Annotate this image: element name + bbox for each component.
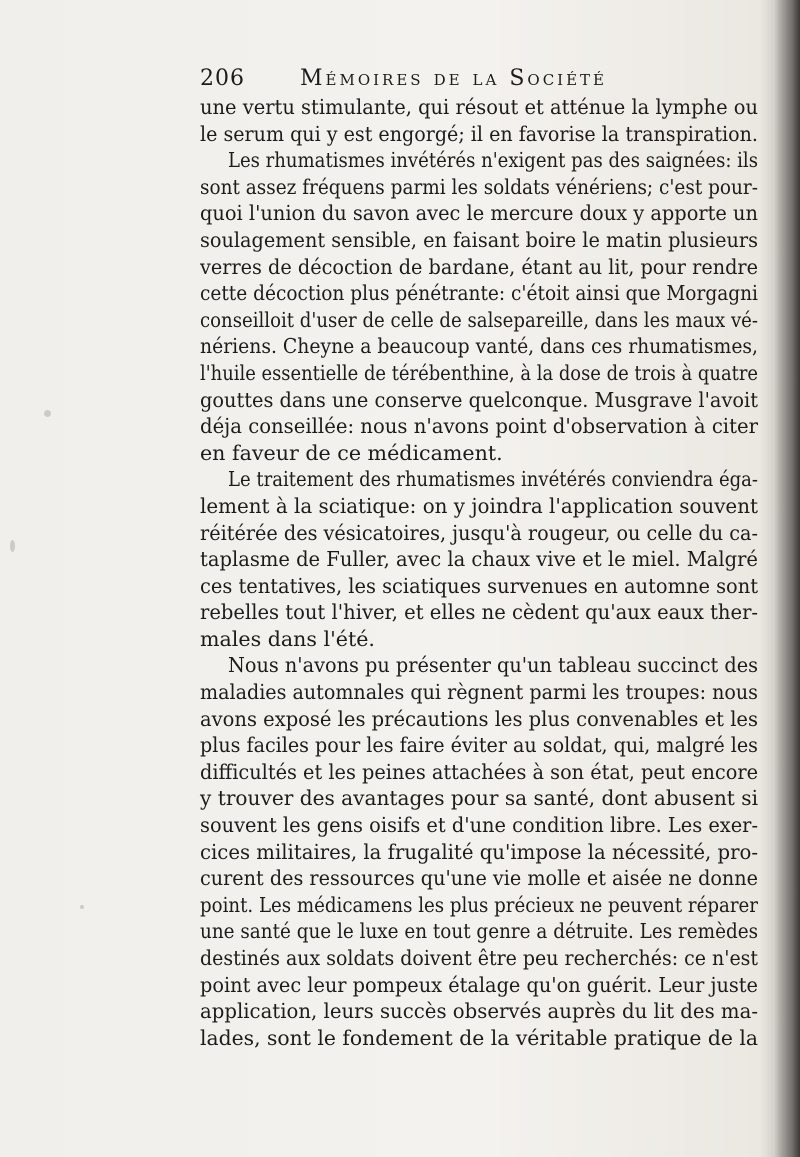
text-line: quoi l'union du savon avec le mercure doux y apporte un — [200, 201, 758, 226]
paper-speck — [44, 410, 51, 417]
text-line: cices militaires, la frugalité qu'impose la nécessité, pro- — [200, 839, 758, 864]
text-line: destinés aux soldats doivent être peu recherchés: ce n'est — [200, 946, 759, 970]
paragraph — [200, 652, 760, 1051]
body-text — [200, 94, 760, 1051]
text-line: déja conseillée: nous n'avons point d'observation à citer — [200, 414, 758, 439]
text-line: gouttes dans une conserve quelconque. Musgrave l'avoit — [200, 387, 759, 412]
text-line: nériens. Cheyne a beaucoup vanté, dans ces rhumatismes, — [200, 334, 759, 359]
text-line: point. Les médicamens les plus précieux ne peuvent réparer — [200, 892, 758, 917]
text-line: verres de décoction de bardane, étant au lit, pour rendre — [200, 254, 759, 279]
text-line: réitérée des vésicatoires, jusqu'à rougeur, ou celle du ca- — [200, 520, 759, 545]
text-line: cette décoction plus pénétrante: c'étoit ainsi que Morgagni — [200, 281, 759, 306]
text-line: difficultés et les peines attachées à son état, peut encore — [200, 759, 759, 784]
text-line: application, leurs succès observés auprès du lit des ma- — [200, 999, 758, 1024]
paragraph — [200, 466, 760, 652]
text-line: sont assez fréquens parmi les soldats vénériens; c'est pour- — [200, 174, 758, 199]
text-line: Nous n'avons pu présenter qu'un tableau succinct des — [228, 653, 759, 678]
text-line: lades, sont le fondement de la véritable pratique de la — [200, 1025, 759, 1050]
text-line: lement à la sciatique: on y joindra l'application souvent — [200, 493, 758, 518]
text-line: taplasme de Fuller, avec la chaux vive et le miel. Malgré — [200, 547, 758, 572]
text-line: conseilloit d'user de celle de salsepareille, dans les maux vé- — [200, 307, 759, 332]
page-number: 206 — [200, 66, 245, 91]
text-line: plus faciles pour les faire éviter au soldat, qui, malgré les — [200, 733, 758, 758]
text-line: le serum qui y est engorgé; il en favorise la transpiration. — [200, 121, 758, 146]
text-line: souvent les gens oisifs et d'une condition libre. Les exer- — [200, 813, 758, 838]
text-line: avons exposé les précautions les plus convenables et les — [200, 706, 758, 731]
paragraph — [200, 147, 760, 466]
text-line: une vertu stimulante, qui résout et atténue la lymphe ou — [200, 95, 759, 119]
paragraph — [200, 94, 760, 147]
text-line: l'huile essentielle de térébenthine, à la dose de trois à quatre — [200, 360, 759, 385]
text-line: y trouver des avantages pour sa santé, dont abusent si — [200, 786, 759, 811]
text-line: point avec leur pompeux étalage qu'on guérit. Leur juste — [200, 972, 758, 997]
text-line: rebelles tout l'hiver, et elles ne cèdent qu'aux eaux ther- — [200, 600, 759, 625]
paper-speck — [10, 540, 15, 552]
text-line: Les rhumatismes invétérés n'exigent pas des saignées: ils — [228, 148, 758, 173]
text-line: Le traitement des rhumatismes invétérés conviendra éga- — [228, 467, 759, 492]
text-line: curent des ressources qu'une vie molle et aisée ne donne — [200, 866, 759, 891]
paper-speck — [80, 905, 84, 909]
text-line: une santé que le luxe en tout genre a détruite. Les remèdes — [200, 919, 759, 944]
text-line: en faveur de ce médicament. — [200, 440, 503, 465]
text-line: males dans l'été. — [200, 626, 375, 651]
text-line: soulagement sensible, en faisant boire le matin plusieurs — [200, 227, 759, 252]
text-line: maladies automnales qui règnent parmi les troupes: nous — [200, 680, 758, 705]
running-title: Mémoires de la Société — [300, 66, 608, 91]
text-line: ces tentatives, les sciatiques survenues en automne sont — [200, 573, 759, 598]
